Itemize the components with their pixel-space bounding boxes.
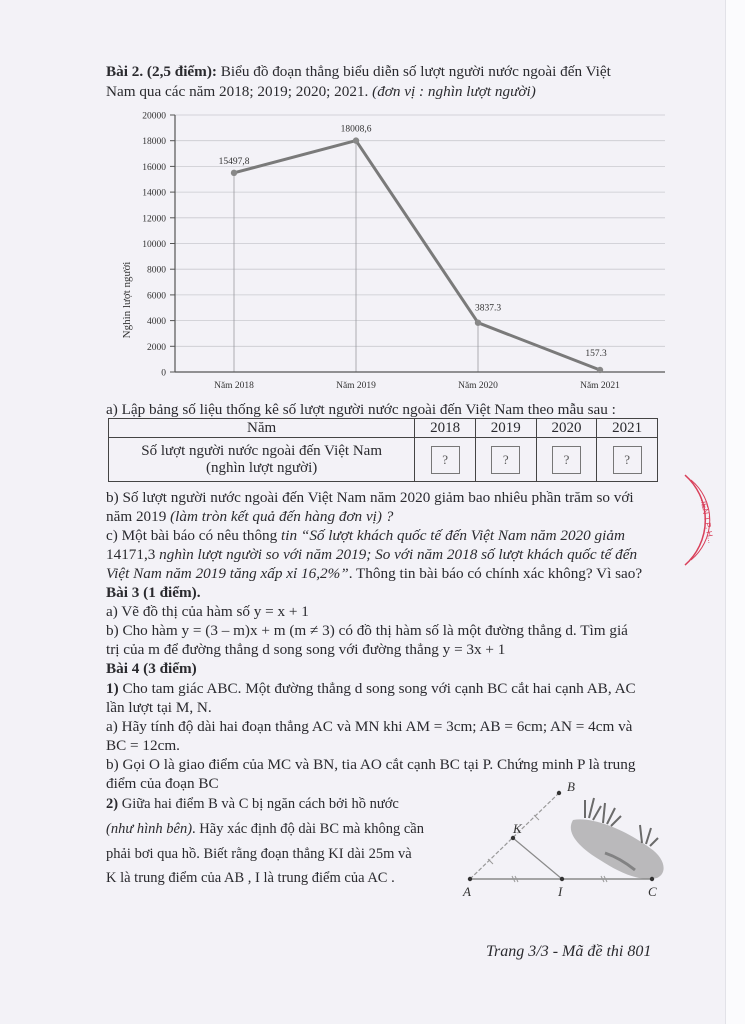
problem4-q1-line2: lần lượt tại M, N. — [106, 699, 212, 716]
table-cell-2020 — [536, 438, 597, 482]
y-tick-label: 4000 — [147, 317, 166, 328]
y-tick-label: 6000 — [147, 291, 166, 302]
part-c-quote: Việt Nam năm 2019 tăng xấp xỉ 16,2%” — [106, 565, 349, 582]
table-cell-2018 — [415, 438, 476, 482]
answer-box: ? — [491, 446, 520, 474]
triangle-lake-figure — [455, 778, 680, 903]
y-tick-label: 18000 — [142, 137, 166, 148]
problem3-part-a: a) Vẽ đồ thị của hàm số y = x + 1 — [106, 603, 309, 620]
statistics-table — [108, 418, 658, 482]
problem4-q2-line4: K là trung điểm của AB , I là trung điểm của AC . — [106, 870, 395, 886]
data-label: 157.3 — [585, 348, 607, 359]
chart-series — [219, 125, 607, 374]
part-c-quote: tin “Số lượt khách quốc tế đến Việt Nam năm 2020 giảm — [281, 527, 625, 544]
problem2-heading: Bài 2. (2,5 điểm): — [106, 63, 217, 80]
table-data-row — [109, 438, 658, 482]
stamp-text: ...IEN T.P. H... — [698, 493, 716, 545]
x-tick-label: Năm 2018 — [214, 381, 254, 391]
q1-text: Cho tam giác ABC. Một đường thẳng d song song với cạnh BC cắt hai cạnh AB, AC — [118, 680, 636, 697]
problem2-intro-line1 — [106, 63, 611, 81]
data-point — [353, 137, 359, 143]
problem3-part-b-line2: trị của m để đường thẳng d song song với đường thẳng y = 3x + 1 — [106, 641, 506, 658]
problem2-part-c-line3 — [106, 565, 642, 583]
problem2-part-b-line2 — [106, 508, 393, 526]
table-cell-2019 — [475, 438, 536, 482]
point-label-K: K — [513, 821, 522, 836]
problem2-part-a: a) Lập bảng số liệu thống kê số lượt người nước ngoài đến Việt Nam theo mẫu sau : — [106, 401, 616, 418]
line-chart — [110, 105, 670, 395]
chart-y-axis-label: Nghìn lượt người — [121, 261, 133, 339]
data-point — [597, 367, 603, 373]
problem2-intro-line2 — [106, 83, 536, 101]
part-c-text: c) Một bài báo có nêu thông — [106, 527, 282, 544]
problem4-q2-line1 — [106, 795, 399, 813]
data-label: 18008,6 — [340, 124, 372, 135]
table-header-row — [109, 419, 658, 438]
table-year-2020: 2020 — [536, 419, 597, 438]
y-tick-label: 10000 — [142, 240, 166, 250]
y-tick-label: 8000 — [147, 265, 166, 276]
problem4-heading: Bài 4 (3 điểm) — [106, 660, 197, 677]
problem4-q2-line2 — [106, 820, 424, 838]
y-tick-label: 2000 — [147, 342, 166, 353]
data-label: 15497,8 — [218, 156, 250, 167]
answer-box: ? — [552, 446, 581, 474]
y-tick-label: 0 — [161, 368, 166, 379]
q2-text: . Hãy xác định độ dài BC mà không cần — [192, 821, 424, 837]
problem2-part-c-line2 — [106, 546, 637, 564]
q1-number: 1) — [106, 680, 119, 697]
x-tick-label: Năm 2020 — [458, 381, 498, 391]
problem4-q1b-line1: b) Gọi O là giao điểm của MC và BN, tia AO cắt cạnh BC tại P. Chứng minh P là trung — [106, 756, 636, 773]
q2-figure-ref: (như hình bên) — [106, 821, 193, 837]
table-year-2021: 2021 — [597, 419, 658, 438]
point-label-A: A — [463, 884, 471, 899]
answer-box: ? — [613, 446, 642, 474]
row-label-line1: Số lượt người nước ngoài đến Việt Nam — [141, 442, 382, 459]
table-row-label — [109, 438, 415, 482]
q2-number: 2) — [106, 796, 119, 812]
problem4-q1-line1 — [106, 680, 636, 698]
problem2-intro-years: Nam qua các năm 2018; 2019; 2020; 2021. — [106, 83, 373, 100]
answer-box: ? — [431, 446, 460, 474]
row-label-line2: (nghìn lượt người) — [205, 459, 318, 476]
red-stamp — [680, 470, 725, 570]
q2-text: Giữa hai điểm B và C bị ngăn cách bởi hồ nước — [118, 796, 399, 812]
data-point — [231, 170, 237, 176]
point-label-B: B — [567, 779, 575, 794]
part-c-question: . Thông tin bài báo có chính xác không? Vì sao? — [348, 565, 643, 582]
problem4-q2-line3: phải bơi qua hồ. Biết rằng đoạn thẳng KI dài 25m và — [106, 846, 412, 862]
problem3-part-b-line1: b) Cho hàm y = (3 – m)x + m (m ≠ 3) có đồ thị hàm số là một đường thẳng d. Tìm giá — [106, 622, 628, 639]
chart-gridlines — [175, 115, 665, 372]
data-label: 3837.3 — [474, 303, 502, 314]
y-tick-label: 12000 — [142, 214, 166, 225]
lake-illustration — [571, 798, 664, 879]
part-b-note: (làm tròn kết quả đến hàng đơn vị) ? — [170, 508, 394, 525]
page-edge — [725, 0, 745, 1024]
problem2-intro-text: Biểu đồ đoạn thẳng biểu diễn số lượt người nước ngoài đến Việt — [216, 63, 611, 80]
table-year-2018: 2018 — [415, 419, 476, 438]
y-tick-label: 20000 — [142, 111, 166, 122]
y-tick-label: 16000 — [142, 162, 166, 173]
part-c-quote: nghìn lượt người so với năm 2019; So với năm 2018 số lượt khách quốc tế đến — [159, 546, 638, 563]
problem2-part-b-line1: b) Số lượt người nước ngoài đến Việt Nam năm 2020 giảm bao nhiêu phần trăm so với — [106, 489, 634, 506]
part-c-number: 14171,3 — [106, 546, 160, 563]
table-cell-2021 — [597, 438, 658, 482]
point-label-C: C — [648, 884, 657, 899]
x-tick-label: Năm 2021 — [580, 381, 620, 391]
x-tick-label: Năm 2019 — [336, 381, 376, 391]
problem3-heading: Bài 3 (1 điểm). — [106, 584, 201, 601]
part-b-text: năm 2019 — [106, 508, 171, 525]
page-footer: Trang 3/3 - Mã đề thi 801 — [486, 943, 652, 960]
problem4-q1a-line1: a) Hãy tính độ dài hai đoạn thẳng AC và MN khi AM = 3cm; AB = 6cm; AN = 4cm và — [106, 718, 633, 735]
unit-note: (đơn vị : nghìn lượt người) — [372, 83, 536, 100]
table-year-2019: 2019 — [475, 419, 536, 438]
data-point — [475, 319, 481, 325]
problem4-q1b-line2: điểm của đoạn BC — [106, 775, 219, 792]
table-header-year-label: Năm — [109, 419, 415, 438]
y-tick-label: 14000 — [142, 188, 166, 199]
point-label-I: I — [558, 884, 563, 899]
problem2-part-c-line1 — [106, 527, 625, 545]
problem4-q1a-line2: BC = 12cm. — [106, 737, 180, 754]
segment-KI — [513, 838, 562, 879]
data-line — [234, 141, 600, 370]
